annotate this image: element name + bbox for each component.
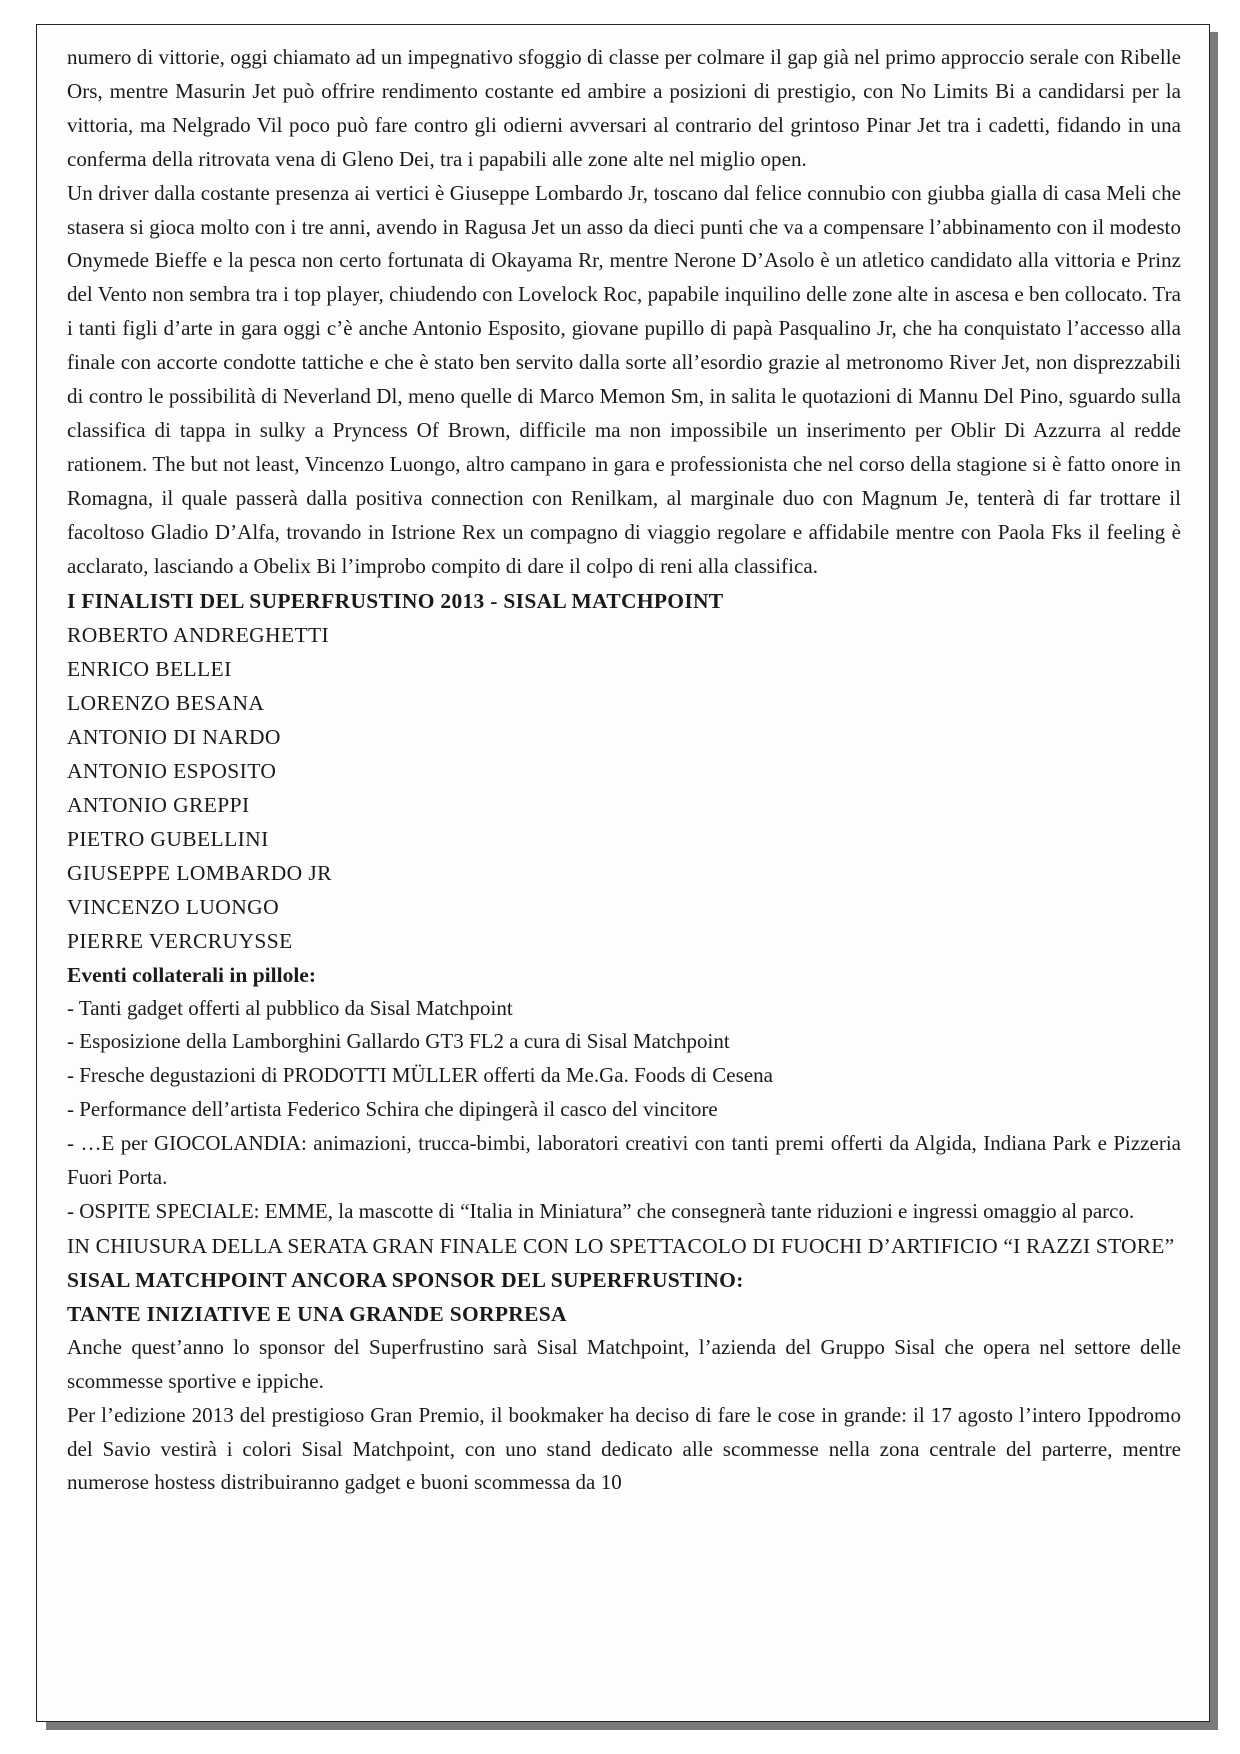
body-paragraph: Un driver dalla costante presenza ai vertici è Giuseppe Lombardo Jr, toscano dal felice connubio con giubba gialla di casa Meli che stasera si gioca molto con i tre anni, avendo in Ragusa Jet un asso da dieci punti che va a compensare l’abbinamento con il modesto Onymede Bieffe e la pesca non certo fortunata di Okayama Rr, mentre Nerone D’Asolo è un atletico candidato alla vittoria e Prinz del Vento non sembra tra i top player, chiudendo con Lovelock Roc, papabile inquilino delle zone alte in ascesa e ben collocato. Tra i tanti figli d’arte in gara oggi c’è anche Antonio Esposito, giovane pupillo di papà Pasqualino Jr, che ha conquistato l’accesso alla finale con accorte condotte tattiche e che è stato ben servito dalla sorte all’esordio grazie al metronomo River Jet, non disprezzabili di contro le possibilità di Neverland Dl, meno quelle di Marco Memon Sm, in salita le quotazioni di Mannu Del Pino, sguardo sulla classifica di tappa in sulky a Pryncess Of Brown, difficile ma non impossibile un inserimento per Oblir Di Azzurra al redde rationem. The but not least, Vincenzo Luongo, altro campano in gara e professionista che nel corso della stagione si è fatto onore in Romagna, il quale passerà dalla positiva connection con Renilkam, al marginale duo con Magnum Je, tenterà di far trottare il facoltoso Gladio D’Alfa, trovando in Istrione Rex un compagno di viaggio regolare e affidabile mentre con Paola Fks il feeling è acclarato, lasciando a Obelix Bi l’improbo compito di dare il colpo di reni alla classifica. <box>67 180 1181 578</box>
closing-announcement: IN CHIUSURA DELLA SERATA GRAN FINALE CON LO SPETTACOLO DI FUOCHI D’ARTIFICIO “I RAZZI STORE” <box>67 1233 1175 1258</box>
event-item: - Performance dell’artista Federico Schira che dipingerà il casco del vincitore <box>67 1097 718 1122</box>
sponsor-heading-line1: SISAL MATCHPOINT ANCORA SPONSOR DEL SUPERFRUSTINO: <box>67 1267 744 1292</box>
event-item: - Esposizione della Lamborghini Gallardo GT3 FL2 a cura di Sisal Matchpoint <box>67 1029 730 1054</box>
finalists-list <box>67 618 1181 958</box>
sponsor-paragraph: Anche quest’anno lo sponsor del Superfrustino sarà Sisal Matchpoint, l’azienda del Gruppo Sisal che opera nel settore delle scommesse sportive e ippiche. <box>67 1334 1181 1393</box>
finalist-name: VINCENZO LUONGO <box>67 894 280 919</box>
finalist-name: ANTONIO GREPPI <box>67 792 250 817</box>
document-page <box>36 24 1210 1722</box>
finalist-name: PIETRO GUBELLINI <box>67 826 269 851</box>
event-item: - OSPITE SPECIALE: EMME, la mascotte di “Italia in Miniatura” che consegnerà tante riduzioni e ingressi omaggio al parco. <box>67 1198 1135 1223</box>
sponsor-paragraph: Per l’edizione 2013 del prestigioso Gran Premio, il bookmaker ha deciso di fare le cose in grande: il 17 agosto l’intero Ippodromo del Savio vestirà i colori Sisal Matchpoint, con uno stand dedicato alle scommesse nella zona centrale del parterre, mentre numerose hostess distribuiranno gadget e buoni scommessa da 10 <box>67 1402 1181 1495</box>
finalists-heading: I FINALISTI DEL SUPERFRUSTINO 2013 - SISAL MATCHPOINT <box>67 588 724 613</box>
finalist-name: ENRICO BELLEI <box>67 656 232 681</box>
finalist-name: ANTONIO DI NARDO <box>67 724 281 749</box>
event-item: - Tanti gadget offerti al pubblico da Sisal Matchpoint <box>67 995 513 1020</box>
event-item: - Fresche degustazioni di PRODOTTI MÜLLER offerti da Me.Ga. Foods di Cesena <box>67 1063 773 1088</box>
finalist-name: ROBERTO ANDREGHETTI <box>67 622 330 647</box>
finalist-name: LORENZO BESANA <box>67 690 265 715</box>
finalist-name: ANTONIO ESPOSITO <box>67 758 277 783</box>
events-heading: Eventi collaterali in pillole: <box>67 962 317 987</box>
finalist-name: PIERRE VERCRUYSSE <box>67 928 293 953</box>
sponsor-heading-line2: TANTE INIZIATIVE E UNA GRANDE SORPRESA <box>67 1301 567 1326</box>
body-paragraph: numero di vittorie, oggi chiamato ad un impegnativo sfoggio di classe per colmare il gap già nel primo approccio serale con Ribelle Ors, mentre Masurin Jet può offrire rendimento costante ed ambire a posizioni di prestigio, con No Limits Bi a candidarsi per la vittoria, ma Nelgrado Vil poco può fare contro gli odierni avversari al contrario del grintoso Pinar Jet tra i cadetti, fidando in una conferma della ritrovata vena di Gleno Dei, tra i papabili alle zone alte nel miglio open. <box>67 45 1181 171</box>
finalist-name: GIUSEPPE LOMBARDO JR <box>67 860 332 885</box>
event-item: - …E per GIOCOLANDIA: animazioni, trucca-bimbi, laboratori creativi con tanti premi offerti da Algida, Indiana Park e Pizzeria Fuori Porta. <box>67 1131 1181 1190</box>
